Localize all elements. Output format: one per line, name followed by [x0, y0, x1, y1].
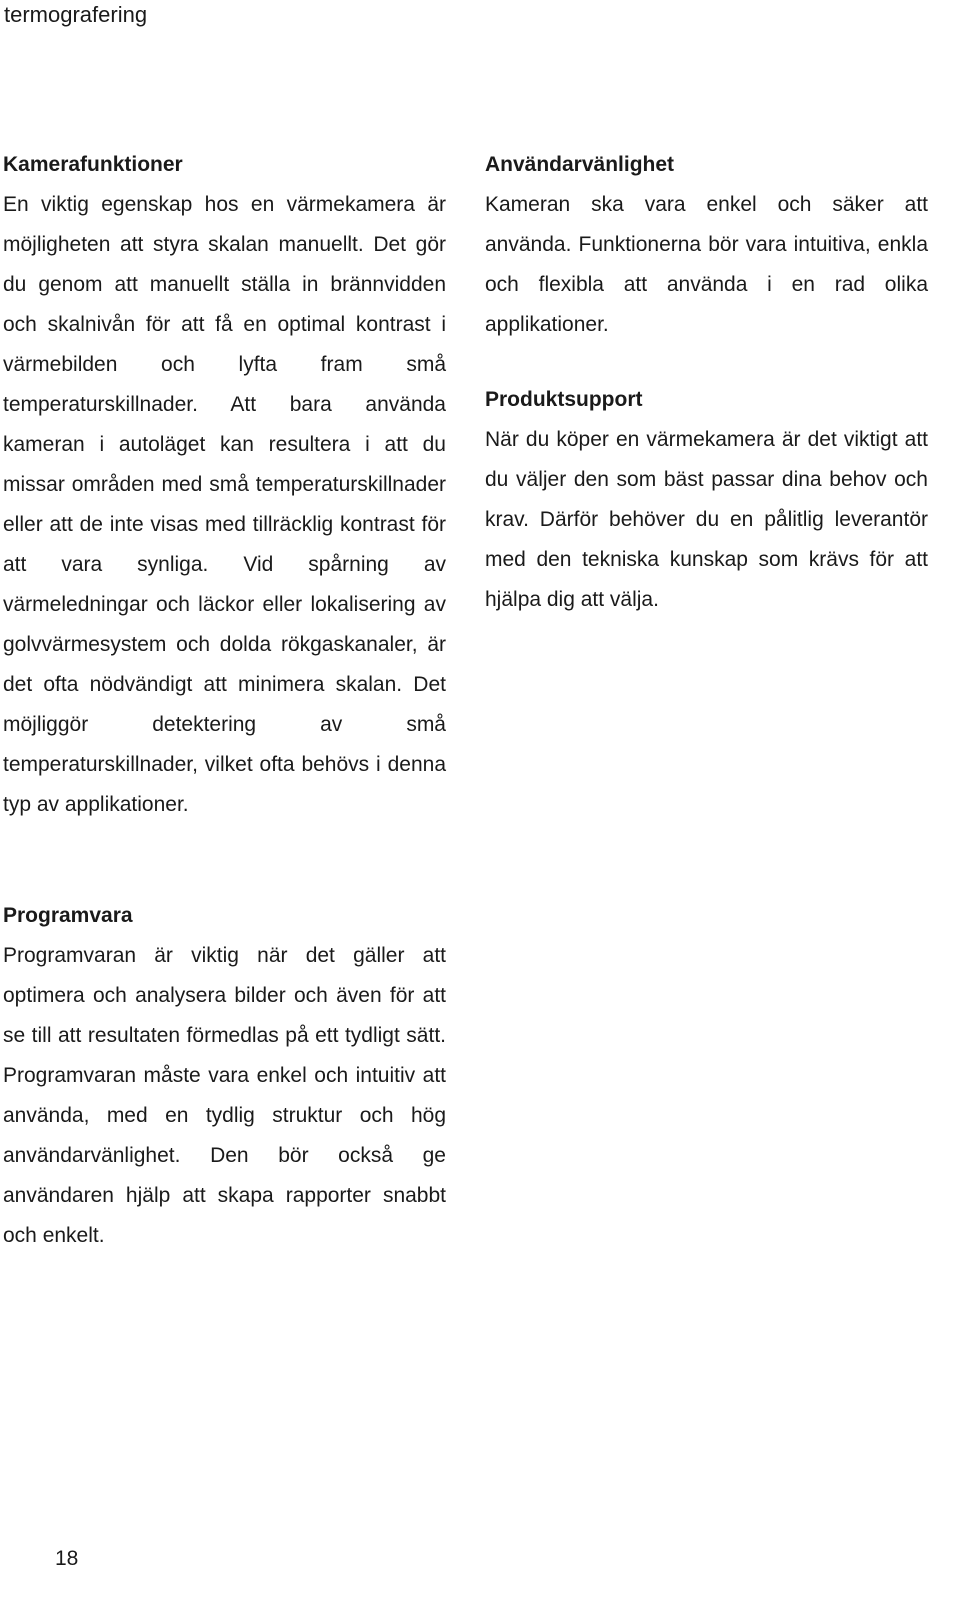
section-body: Programvaran är viktig när det gäller att optimera och analysera bilder och även för att se till att resultaten förmedlas på ett tydligt sätt. Programvaran måste vara enkel och intuitiv att använda, med en tydlig struktur och hög användarvänlighet. Den bör också ge användaren hjälp att skapa rapporter snabbt och enkelt.	[3, 944, 446, 1247]
page-number: 18	[55, 1547, 79, 1570]
section-body: Kameran ska vara enkel och säker att använda. Funktionerna bör vara intuitiva, enkla och flexibla att använda i en rad olika applikationer.	[485, 193, 928, 336]
section-programvara	[3, 896, 446, 1256]
section-heading: Kamerafunktioner	[3, 153, 183, 176]
running-title: termografering	[4, 2, 148, 27]
section-heading: Produktsupport	[485, 388, 643, 411]
section-body: En viktig egenskap hos en värmekamera är möjligheten att styra skalan manuellt. Det gör du genom att manuellt ställa in brännvidden och skalnivån för att få en optimal kontrast i värmebilden och lyfta fram små temperaturskillnader. Att bara använda kameran i autoläget kan resultera i att du missar områden med små temperaturskillnader eller att de inte visas med tillräcklig kontrast för att vara synliga. Vid spårning av värmeledningar och läckor eller lokalisering av golvvärmesystem och dolda rökgaskanaler, är det ofta nödvändigt att minimera skalan. Det möjliggör detektering av små temperaturskillnader, vilket ofta behövs i denna typ av applikationer.	[3, 193, 446, 816]
section-anvandarvanlighet	[485, 145, 928, 345]
section-heading: Användarvänlighet	[485, 153, 675, 176]
section-heading: Programvara	[3, 904, 133, 927]
section-body: När du köper en värmekamera är det viktigt att du väljer den som bäst passar dina behov och krav. Därför behöver du en pålitlig leverantör med den tekniska kunskap som krävs för att hjälpa dig att välja.	[485, 428, 928, 611]
section-kamerafunktioner	[3, 145, 446, 825]
section-produktsupport	[485, 380, 928, 620]
